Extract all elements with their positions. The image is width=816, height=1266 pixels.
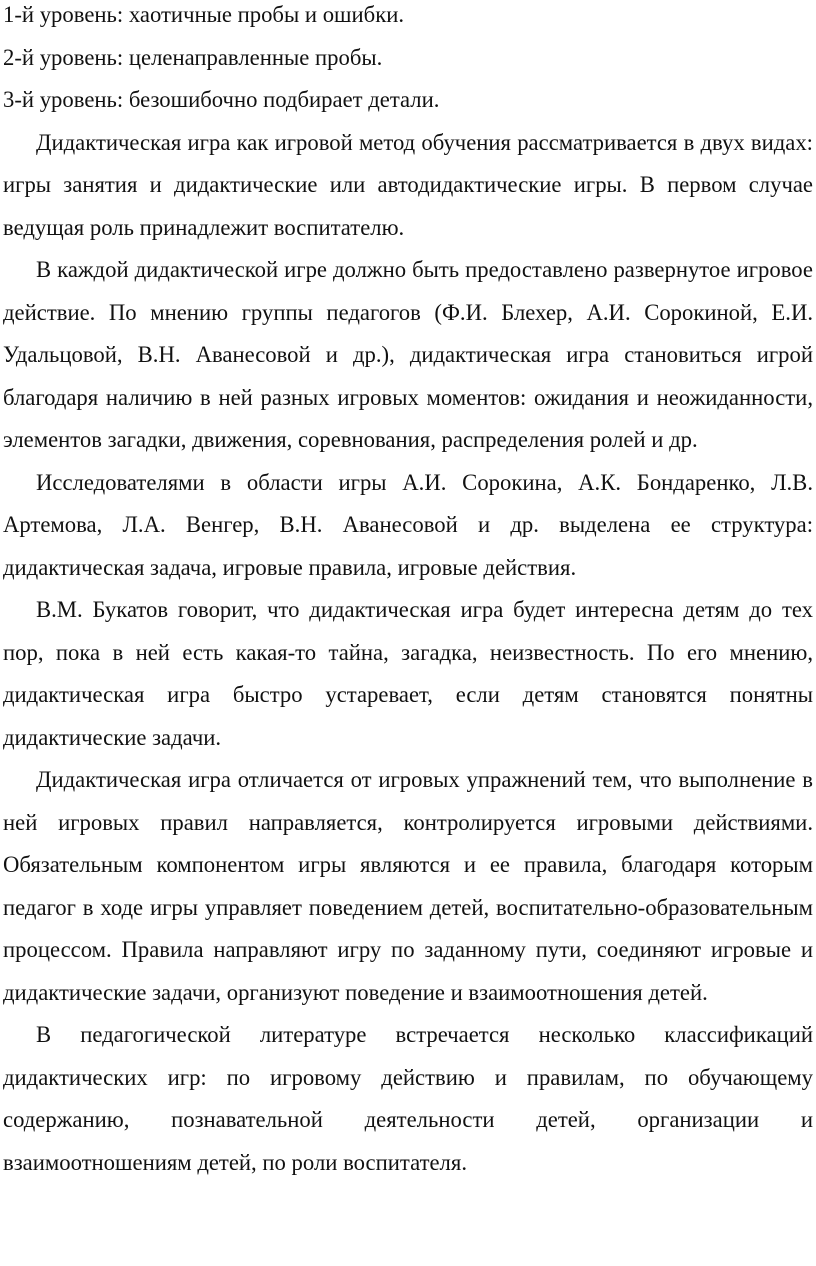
level-2-line: 2-й уровень: целенаправленные пробы. xyxy=(3,44,383,70)
paragraph-classifications: В педагогической литературе встречается несколько классификаций дидактических игр: по игровому действию и правилам, по обучающему содержанию, познавательной деятельности детей, организации и взаимоотношениям детей, по роли воспитателя. xyxy=(3,1022,813,1175)
paragraph-game-structure: Исследователями в области игры А.И. Сорокина, А.К. Бондаренко, Л.В. Артемова, Л.А. Венгер, В.Н. Аванесовой и др. выделена ее структура: дидактическая задача, игровые правила, игровые действия. xyxy=(3,469,813,580)
level-1-line: 1-й уровень: хаотичные пробы и ошибки. xyxy=(3,2,405,27)
paragraph-game-action: В каждой дидактической игре должно быть предоставлено развернутое игровое действие. По мнению группы педагогов (Ф.И. Блехер, А.И. Сорокиной, Е.И. Удальцовой, В.Н. Аванесовой и др.), дидактическая игра становиться игрой благодаря наличию в ней разных игровых моментов: ожидания и неожиданности, элементов загадки, движения, соревнования, распределения ролей и др. xyxy=(3,257,813,452)
paragraph-game-rules: Дидактическая игра отличается от игровых упражнений тем, что выполнение в ней игровых правил направляется, контролируется игровыми действиями. Обязательным компонентом игры являются и ее правила, благодаря которым педагог в ходе игры управляет поведением детей, воспитательно-образовательным процессом. Правила направляют игру по заданному пути, соединяют игровые и дидактические задачи, организуют поведение и взаимоотношения детей. xyxy=(3,767,813,1005)
paragraph-bukatov: В.М. Букатов говорит, что дидактическая игра будет интересна детям до тех пор, пока в ней есть какая-то тайна, загадка, неизвестность. По его мнению, дидактическая игра быстро устаревает, если детям становятся понятны дидактические задачи. xyxy=(3,597,813,750)
paragraph-didactic-game-types: Дидактическая игра как игровой метод обучения рассматривается в двух видах: игры занятия и дидактические или автодидактические игры. В первом случае ведущая роль принадлежит воспитателю. xyxy=(3,129,813,240)
level-3-line: 3-й уровень: безошибочно подбирает детали. xyxy=(3,87,440,112)
